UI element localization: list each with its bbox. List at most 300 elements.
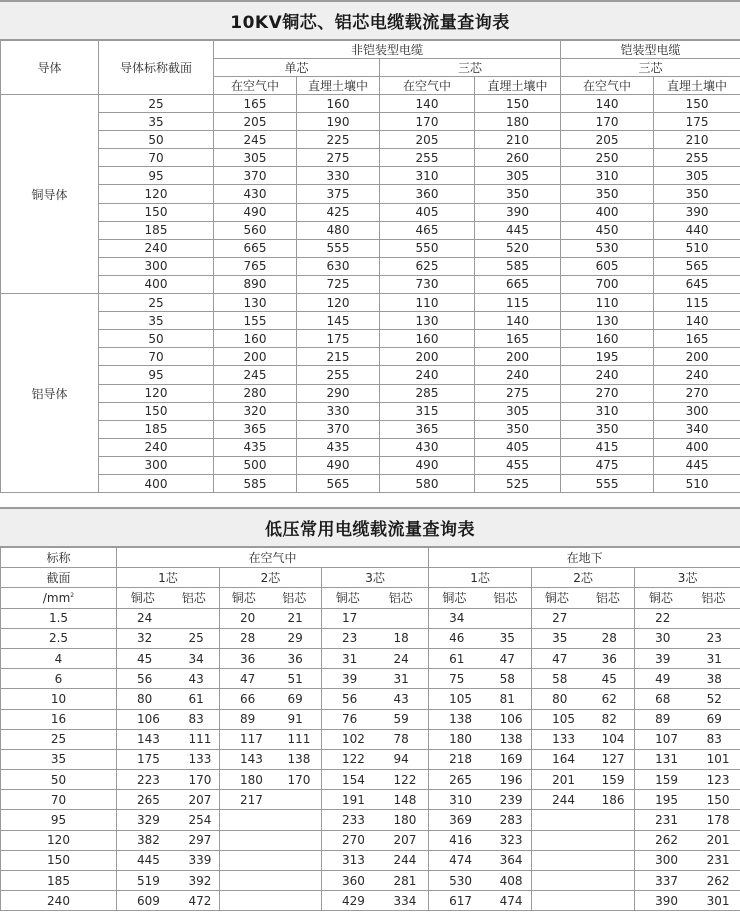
ampacity-cell: [220, 810, 268, 830]
ampacity-cell: [532, 830, 582, 850]
table-row: [1, 203, 740, 221]
ampacity-cell: 35: [480, 628, 532, 648]
ampacity-cell: [220, 871, 268, 891]
ampacity-cell: [532, 871, 582, 891]
header-core2: 2芯: [220, 568, 322, 588]
ampacity-cell: 160: [214, 330, 297, 348]
table-row: [1, 330, 740, 348]
ampacity-cell: 275: [297, 149, 380, 167]
ampacity-cell: [582, 810, 635, 830]
section-cell: 95: [99, 167, 214, 185]
ampacity-cell: 244: [532, 790, 582, 810]
section-cell: 50: [1, 770, 117, 790]
header-in-air: 在空气中: [117, 548, 429, 568]
section-cell: 300: [99, 456, 214, 474]
header-core3: 3芯: [635, 568, 740, 588]
ampacity-cell: [220, 850, 268, 870]
ampacity-cell: [532, 850, 582, 870]
ampacity-cell: 196: [480, 770, 532, 790]
table-row: [1, 790, 740, 810]
table-row: [1, 131, 740, 149]
ampacity-cell: 425: [297, 203, 380, 221]
ampacity-cell: 21: [268, 608, 322, 628]
ampacity-cell: 115: [475, 294, 561, 312]
table-row: [1, 420, 740, 438]
ampacity-cell: 127: [582, 749, 635, 769]
ampacity-cell: 360: [380, 185, 475, 203]
ampacity-cell: 240: [654, 366, 740, 384]
ampacity-cell: 370: [297, 420, 380, 438]
ampacity-cell: 83: [169, 709, 220, 729]
section-cell: 95: [1, 810, 117, 830]
ampacity-cell: 369: [429, 810, 480, 830]
ampacity-cell: 360: [322, 871, 374, 891]
ampacity-cell: 313: [322, 850, 374, 870]
header-core3: 3芯: [322, 568, 429, 588]
table-row: [1, 348, 740, 366]
ampacity-cell: 111: [169, 729, 220, 749]
header-core1: 1芯: [117, 568, 220, 588]
ampacity-cell: 83: [687, 729, 740, 749]
ampacity-cell: 530: [429, 871, 480, 891]
ampacity-cell: 170: [169, 770, 220, 790]
table-row: [1, 384, 740, 402]
ampacity-cell: 281: [374, 871, 429, 891]
ampacity-cell: 107: [635, 729, 687, 749]
table-row: [1, 628, 740, 648]
section-cell: 1.5: [1, 608, 117, 628]
ampacity-cell: 430: [214, 185, 297, 203]
ampacity-cell: 270: [561, 384, 654, 402]
ampacity-cell: 255: [297, 366, 380, 384]
ampacity-cell: 131: [635, 749, 687, 769]
ampacity-cell: 36: [268, 648, 322, 668]
header-in-air: 在空气中: [561, 77, 654, 95]
header-three-core-armored: 三芯: [561, 59, 740, 77]
header-copper: 铜芯: [635, 588, 687, 608]
section-cell: 16: [1, 709, 117, 729]
ampacity-cell: 480: [297, 221, 380, 239]
header-aluminum: 铝芯: [582, 588, 635, 608]
ampacity-cell: 244: [374, 850, 429, 870]
section-cell: 240: [99, 239, 214, 257]
section-cell: 150: [1, 850, 117, 870]
ampacity-cell: 330: [297, 402, 380, 420]
ampacity-cell: 475: [561, 456, 654, 474]
ampacity-cell: 195: [635, 790, 687, 810]
ampacity-cell: [268, 850, 322, 870]
table-row: [1, 221, 740, 239]
ampacity-cell: 180: [220, 770, 268, 790]
aluminum-group-label: 铝导体: [1, 294, 99, 493]
header-aluminum: 铝芯: [374, 588, 429, 608]
table2-title: 低压常用电缆载流量查询表: [0, 507, 740, 547]
ampacity-cell: 305: [475, 167, 561, 185]
ampacity-cell: 117: [220, 729, 268, 749]
ampacity-cell: 24: [117, 608, 169, 628]
ampacity-cell: 465: [380, 221, 475, 239]
ampacity-cell: 350: [654, 185, 740, 203]
ampacity-cell: [268, 830, 322, 850]
header-in-air: 在空气中: [380, 77, 475, 95]
ampacity-cell: 23: [322, 628, 374, 648]
ampacity-cell: 400: [654, 438, 740, 456]
header-non-armored: 非铠装型电缆: [214, 41, 561, 59]
ampacity-cell: 519: [117, 871, 169, 891]
ampacity-cell: 605: [561, 257, 654, 275]
ampacity-cell: 300: [654, 402, 740, 420]
ampacity-cell: 165: [214, 95, 297, 113]
ampacity-cell: 350: [475, 185, 561, 203]
ampacity-cell: 91: [268, 709, 322, 729]
ampacity-cell: 283: [480, 810, 532, 830]
section-cell: 120: [99, 185, 214, 203]
header-in-soil: 直埋土壤中: [297, 77, 380, 95]
ampacity-cell: 580: [380, 474, 475, 492]
ampacity-cell: 27: [532, 608, 582, 628]
ampacity-cell: 260: [475, 149, 561, 167]
ampacity-cell: 490: [214, 203, 297, 221]
ampacity-cell: 245: [214, 131, 297, 149]
table-row: [1, 749, 740, 769]
ampacity-cell: 115: [654, 294, 740, 312]
ampacity-cell: 49: [635, 669, 687, 689]
ampacity-cell: 390: [635, 891, 687, 911]
ampacity-cell: 550: [380, 239, 475, 257]
header-copper: 铜芯: [429, 588, 480, 608]
ampacity-cell: 250: [561, 149, 654, 167]
section-cell: 70: [1, 790, 117, 810]
header-in-air: 在空气中: [214, 77, 297, 95]
ampacity-cell: 138: [480, 729, 532, 749]
table-row: [1, 239, 740, 257]
section-cell: 70: [99, 348, 214, 366]
table-row: [1, 891, 740, 911]
ampacity-cell: 31: [374, 669, 429, 689]
ampacity-cell: 510: [654, 239, 740, 257]
ampacity-cell: 285: [380, 384, 475, 402]
ampacity-cell: 365: [380, 420, 475, 438]
ampacity-cell: 25: [169, 628, 220, 648]
table-row: [1, 709, 740, 729]
ampacity-cell: 36: [582, 648, 635, 668]
table1-title: 10KV铜芯、铝芯电缆载流量查询表: [0, 0, 740, 40]
ampacity-cell: 52: [687, 689, 740, 709]
ampacity-cell: 330: [297, 167, 380, 185]
ampacity-cell: 231: [635, 810, 687, 830]
ampacity-cell: 450: [561, 221, 654, 239]
ampacity-cell: 205: [214, 113, 297, 131]
section-cell: 150: [99, 402, 214, 420]
ampacity-cell: 101: [687, 749, 740, 769]
ampacity-cell: 35: [532, 628, 582, 648]
ampacity-cell: 435: [297, 438, 380, 456]
ampacity-cell: 133: [532, 729, 582, 749]
ampacity-cell: 105: [532, 709, 582, 729]
section-cell: 35: [99, 113, 214, 131]
ampacity-cell: 169: [480, 749, 532, 769]
ampacity-cell: 665: [214, 239, 297, 257]
table-row: [1, 149, 740, 167]
ampacity-cell: 565: [654, 257, 740, 275]
ampacity-cell: 34: [429, 608, 480, 628]
ampacity-cell: 75: [429, 669, 480, 689]
ampacity-cell: 80: [532, 689, 582, 709]
table1-body: [1, 41, 740, 493]
table-row: [1, 402, 740, 420]
ampacity-cell: 223: [117, 770, 169, 790]
ampacity-cell: 43: [169, 669, 220, 689]
ampacity-cell: 143: [117, 729, 169, 749]
ampacity-cell: 240: [475, 366, 561, 384]
ampacity-cell: 585: [475, 257, 561, 275]
ampacity-cell: 390: [475, 203, 561, 221]
ampacity-cell: 239: [480, 790, 532, 810]
ampacity-cell: 150: [475, 95, 561, 113]
section-cell: 400: [99, 474, 214, 492]
table-row: [1, 669, 740, 689]
ampacity-cell: 565: [297, 474, 380, 492]
ampacity-cell: 47: [532, 648, 582, 668]
ampacity-cell: [268, 790, 322, 810]
ampacity-cell: 186: [582, 790, 635, 810]
ampacity-cell: 625: [380, 257, 475, 275]
ampacity-cell: 80: [117, 689, 169, 709]
ampacity-cell: 105: [429, 689, 480, 709]
ampacity-cell: 233: [322, 810, 374, 830]
ampacity-cell: 262: [635, 830, 687, 850]
ampacity-cell: 122: [374, 770, 429, 790]
ampacity-cell: 405: [475, 438, 561, 456]
ampacity-cell: 350: [561, 420, 654, 438]
ampacity-cell: 46: [429, 628, 480, 648]
ampacity-cell: 89: [635, 709, 687, 729]
ampacity-cell: 305: [214, 149, 297, 167]
ampacity-cell: 382: [117, 830, 169, 850]
ampacity-cell: 160: [380, 330, 475, 348]
header-section: 截面: [1, 568, 117, 588]
section-cell: 35: [99, 312, 214, 330]
ampacity-cell: 210: [475, 131, 561, 149]
ampacity-cell: 617: [429, 891, 480, 911]
ampacity-cell: 160: [561, 330, 654, 348]
ampacity-cell: 61: [429, 648, 480, 668]
ampacity-cell: 39: [322, 669, 374, 689]
ampacity-cell: 106: [117, 709, 169, 729]
ampacity-cell: [220, 891, 268, 911]
ampacity-cell: 400: [561, 203, 654, 221]
ampacity-cell: 143: [220, 749, 268, 769]
section-cell: 6: [1, 669, 117, 689]
ampacity-cell: 28: [582, 628, 635, 648]
ampacity-cell: 245: [214, 366, 297, 384]
unit-superscript: 2: [70, 591, 75, 599]
ampacity-cell: [582, 871, 635, 891]
ampacity-cell: 51: [268, 669, 322, 689]
ampacity-cell: [268, 810, 322, 830]
table-row: [1, 608, 740, 628]
table-row: [1, 871, 740, 891]
ampacity-cell: 430: [380, 438, 475, 456]
ampacity-cell: 180: [475, 113, 561, 131]
header-unit: [1, 588, 117, 608]
header-in-soil: 直埋土壤中: [654, 77, 740, 95]
ampacity-cell: 392: [169, 871, 220, 891]
ampacity-cell: 104: [582, 729, 635, 749]
ampacity-cell: 665: [475, 275, 561, 293]
ampacity-cell: 765: [214, 257, 297, 275]
ampacity-cell: 170: [380, 113, 475, 131]
table-row: [1, 850, 740, 870]
ampacity-cell: 265: [117, 790, 169, 810]
ampacity-cell: [582, 608, 635, 628]
ampacity-cell: 47: [220, 669, 268, 689]
ampacity-cell: 145: [297, 312, 380, 330]
ampacity-cell: 240: [561, 366, 654, 384]
ampacity-cell: 56: [117, 669, 169, 689]
ampacity-cell: 305: [654, 167, 740, 185]
ampacity-cell: 290: [297, 384, 380, 402]
ampacity-cell: 191: [322, 790, 374, 810]
ampacity-cell: [480, 608, 532, 628]
ampacity-cell: 530: [561, 239, 654, 257]
ampacity-cell: 31: [687, 648, 740, 668]
ampacity-cell: 415: [561, 438, 654, 456]
ampacity-cell: 110: [380, 294, 475, 312]
ampacity-cell: 474: [429, 850, 480, 870]
header-aluminum: 铝芯: [480, 588, 532, 608]
header-section: 导体标称截面: [99, 41, 214, 95]
ampacity-cell: 560: [214, 221, 297, 239]
ampacity-cell: [582, 830, 635, 850]
table-row: [1, 810, 740, 830]
ampacity-cell: [268, 891, 322, 911]
ampacity-cell: 45: [582, 669, 635, 689]
ampacity-cell: 350: [561, 185, 654, 203]
ampacity-cell: 47: [480, 648, 532, 668]
ampacity-cell: 323: [480, 830, 532, 850]
ampacity-cell: [532, 810, 582, 830]
header-conductor: 导体: [1, 41, 99, 95]
ampacity-cell: 225: [297, 131, 380, 149]
ampacity-cell: 30: [635, 628, 687, 648]
ampacity-cell: 408: [480, 871, 532, 891]
header-armored: 铠装型电缆: [561, 41, 740, 59]
ampacity-cell: 390: [654, 203, 740, 221]
ampacity-cell: 34: [169, 648, 220, 668]
ampacity-cell: 520: [475, 239, 561, 257]
section-cell: 150: [99, 203, 214, 221]
ampacity-cell: 700: [561, 275, 654, 293]
ampacity-cell: 207: [374, 830, 429, 850]
ampacity-cell: 69: [268, 689, 322, 709]
ampacity-cell: 81: [480, 689, 532, 709]
ampacity-cell: 435: [214, 438, 297, 456]
table-row: [1, 689, 740, 709]
ampacity-cell: 165: [654, 330, 740, 348]
table-row: [1, 830, 740, 850]
ampacity-cell: 66: [220, 689, 268, 709]
ampacity-cell: 130: [380, 312, 475, 330]
ampacity-cell: 160: [297, 95, 380, 113]
table-row: [1, 312, 740, 330]
ampacity-cell: 416: [429, 830, 480, 850]
ampacity-cell: 730: [380, 275, 475, 293]
table-row: [1, 113, 740, 131]
ampacity-cell: 255: [654, 149, 740, 167]
table-row: [1, 185, 740, 203]
header-underground: 在地下: [429, 548, 740, 568]
section-cell: 35: [1, 749, 117, 769]
ampacity-cell: 370: [214, 167, 297, 185]
ampacity-cell: 180: [429, 729, 480, 749]
header-aluminum: 铝芯: [169, 588, 220, 608]
ampacity-cell: 164: [532, 749, 582, 769]
ampacity-cell: 201: [532, 770, 582, 790]
ampacity-cell: 175: [117, 749, 169, 769]
header-in-soil: 直埋土壤中: [475, 77, 561, 95]
ampacity-cell: 200: [475, 348, 561, 366]
ampacity-cell: [169, 608, 220, 628]
ampacity-cell: 270: [322, 830, 374, 850]
ampacity-cell: 525: [475, 474, 561, 492]
ampacity-cell: 133: [169, 749, 220, 769]
ampacity-cell: 215: [297, 348, 380, 366]
table2-section: [0, 507, 740, 911]
ampacity-cell: 68: [635, 689, 687, 709]
ampacity-cell: 334: [374, 891, 429, 911]
ampacity-cell: 165: [475, 330, 561, 348]
ampacity-cell: 28: [220, 628, 268, 648]
table-row: [1, 167, 740, 185]
section-cell: 185: [99, 420, 214, 438]
ampacity-cell: 310: [380, 167, 475, 185]
header-nominal: 标称: [1, 548, 117, 568]
ampacity-cell: 270: [654, 384, 740, 402]
ampacity-cell: 315: [380, 402, 475, 420]
ampacity-cell: 490: [297, 456, 380, 474]
ampacity-cell: 106: [480, 709, 532, 729]
ampacity-cell: 36: [220, 648, 268, 668]
ampacity-cell: 445: [117, 850, 169, 870]
ampacity-cell: 301: [687, 891, 740, 911]
ampacity-cell: 364: [480, 850, 532, 870]
section-cell: 120: [1, 830, 117, 850]
unit-text: /mm: [42, 590, 71, 605]
ampacity-cell: 170: [561, 113, 654, 131]
ampacity-cell: 150: [687, 790, 740, 810]
ampacity-cell: 200: [214, 348, 297, 366]
header-copper: 铜芯: [322, 588, 374, 608]
header-core2: 2芯: [532, 568, 635, 588]
ampacity-cell: 38: [687, 669, 740, 689]
section-cell: 240: [99, 438, 214, 456]
ampacity-cell: 429: [322, 891, 374, 911]
ampacity-cell: 329: [117, 810, 169, 830]
ampacity-cell: 297: [169, 830, 220, 850]
header-copper: 铜芯: [117, 588, 169, 608]
ampacity-cell: 201: [687, 830, 740, 850]
ampacity-cell: 59: [374, 709, 429, 729]
ampacity-cell: 455: [475, 456, 561, 474]
table-row: [1, 770, 740, 790]
ampacity-cell: 200: [654, 348, 740, 366]
ampacity-cell: [268, 871, 322, 891]
ampacity-cell: 405: [380, 203, 475, 221]
header-aluminum: 铝芯: [687, 588, 740, 608]
ampacity-cell: 178: [687, 810, 740, 830]
ampacity-cell: 218: [429, 749, 480, 769]
